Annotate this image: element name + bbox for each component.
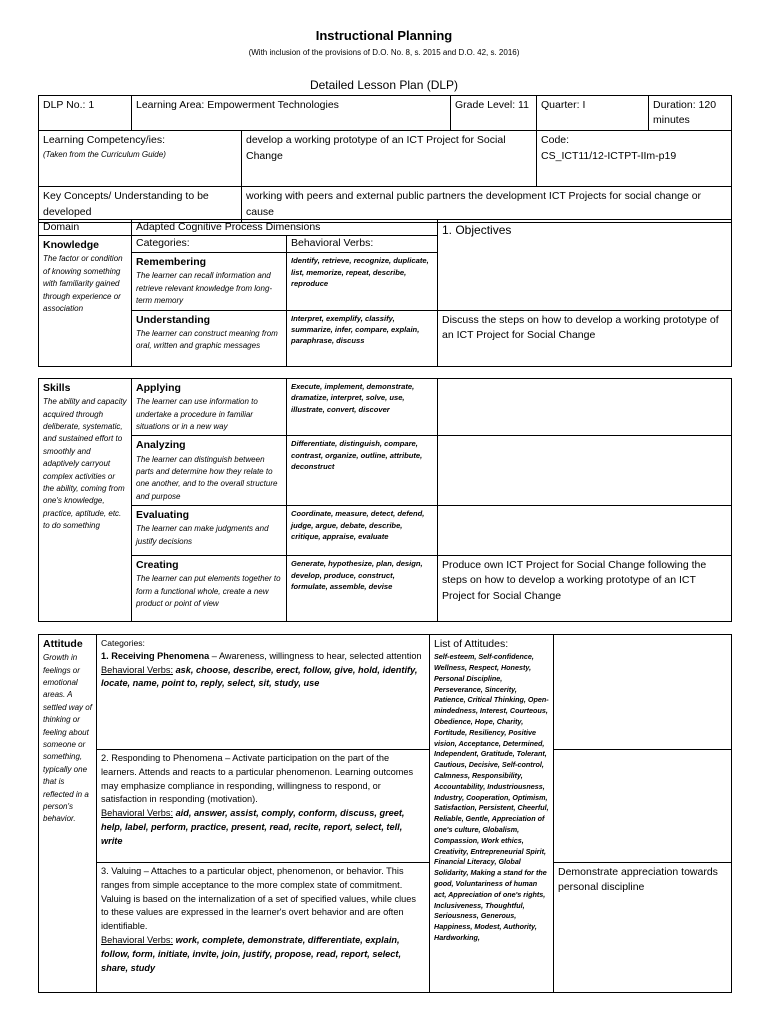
creating-objective: Produce own ICT Project for Social Change following the steps on how to develop a working prototype of an ICT Project for Social Change: [438, 556, 732, 622]
dlp-number: DLP No.: 1: [39, 96, 132, 131]
competency-text: develop a working prototype of an ICT Project for Social Change: [242, 131, 537, 187]
knowledge-desc: The factor or condition of knowing something with familiarity gained through experience or association: [43, 254, 123, 313]
attitude-list: Self-esteem, Self-confidence, Wellness, Respect, Honesty, Personal Discipline, Perseverance, Sincerity, Patience, Critical Thinking, Open-mindedness, Interest, Courteous, Obedience, Hope, Charity, Fortitude, Resiliency, Positive vision, Acceptance, Determined, Independent, Gratitude, Tolerant, Cautious, Decisive, Self-control, Calmness, Responsibility, Accountability, Industriousness, Industry, Cooperation, Optimism, Satisfaction, Persistent, Cheerful, Reliable, Gentle, Appreciation of one's culture, Globalism, Compassion, Work ethics, Creativity, Entrepreneurial Spirit, Financial Literacy, Global Solidarity, Making a stand for the good, Voluntariness of human act, Appreciation of one's rights, Inclusiveness, Thoughtful, Seriousness, Generous, Happiness, Modest, Authority, Hardworking,: [434, 652, 549, 942]
attitude-table: [38, 634, 732, 993]
analyzing-objective: [438, 436, 732, 506]
creating-desc: The learner can put elements together to form a functional whole, create a new product or point of view: [136, 574, 281, 609]
knowledge-cell: [39, 236, 132, 366]
plan-title: Detailed Lesson Plan (DLP): [309, 78, 459, 92]
receiving-objective: [554, 635, 732, 750]
code-cell: [537, 131, 732, 187]
skills-cell: [39, 379, 132, 622]
evaluating-desc: The learner can make judgments and justify decisions: [136, 524, 269, 546]
duration: Duration: 120 minutes: [649, 96, 732, 131]
key-concepts-text: working with peers and external public partners the development ICT Projects for social change or cause: [242, 187, 732, 222]
responding-cell: [97, 750, 430, 863]
evaluating-cell: [132, 506, 287, 556]
remembering-objective: [438, 253, 732, 310]
knowledge-title: Knowledge: [43, 239, 100, 252]
responding-verbs-label: Behavioral Verbs:: [101, 808, 174, 819]
understanding-objective: Discuss the steps on how to develop a working prototype of an ICT Project for Social Change: [438, 310, 732, 366]
quarter: Quarter: I: [537, 96, 649, 131]
attitude-title: Attitude: [43, 638, 83, 650]
grade-level: Grade Level: 11: [451, 96, 537, 131]
remembering-title: Remembering: [136, 256, 207, 269]
valuing-cell: [97, 863, 430, 993]
competency-note: (Taken from the Curriculum Guide): [43, 149, 166, 159]
skills-title: Skills: [43, 382, 71, 394]
receiving-cell: [97, 635, 430, 750]
domain-header: Domain: [39, 220, 132, 236]
valuing-title: 3. Valuing: [101, 866, 142, 876]
applying-verbs: Execute, implement, demonstrate, dramatize, interpret, solve, use, illustrate, convert, discover: [287, 379, 438, 436]
responding-title: 2. Responding to Phenomena: [101, 753, 223, 763]
skills-desc: The ability and capacity acquired through deliberate, systematic, and sustained effort to smoothly and adaptively carryout complex activities or the ability, coming from one's knowledge, practice, aptitude, etc. to do something: [43, 397, 127, 531]
understanding-cell: [132, 310, 287, 366]
attitude-list-title: List of Attitudes:: [434, 638, 509, 650]
analyzing-desc: The learner can distinguish between parts and determine how they relate to one another, and to the overall structure and purpose: [136, 454, 278, 501]
creating-verbs: Generate, hypothesize, plan, design, develop, produce, construct, formulate, assemble, devise: [287, 556, 438, 622]
attitude-desc: Growth in feelings or emotional areas. A settled way of thinking or feeling about someone or something, typically one that is reflected in a person's behavior.: [43, 653, 92, 824]
creating-title: Creating: [136, 559, 179, 572]
learning-area: Learning Area: Empowerment Technologies: [132, 96, 451, 131]
creating-cell: [132, 556, 287, 622]
attitude-cell: [39, 635, 97, 993]
evaluating-verbs: Coordinate, measure, detect, defend, judge, argue, debate, describe, critique, appraise, evaluate: [287, 506, 438, 556]
receiving-verbs-label: Behavioral Verbs:: [101, 664, 174, 675]
attitude-list-cell: [430, 635, 554, 993]
understanding-desc: The learner can construct meaning from oral, written and graphic messages: [136, 328, 278, 351]
adapted-header: Adapted Cognitive Process Dimensions: [132, 220, 438, 236]
competency-label-cell: [39, 131, 242, 187]
receiving-text: – Awareness, willingness to hear, selected attention: [209, 650, 422, 661]
code-value: CS_ICT11/12-ICTPT-IIm-p19: [541, 149, 677, 162]
document-title: Instructional Planning: [315, 28, 453, 43]
evaluating-objective: [438, 506, 732, 556]
categories-label: Categories:: [132, 236, 287, 253]
understanding-verbs: Interpret, exemplify, classify, summarize, infer, compare, explain, paraphrase, discuss: [287, 310, 438, 366]
understanding-title: Understanding: [136, 313, 211, 326]
verbs-label: Behavioral Verbs:: [287, 236, 438, 253]
analyzing-title: Analyzing: [136, 439, 186, 452]
objectives-header: 1. Objectives: [438, 220, 732, 253]
applying-desc: The learner can use information to undertake a procedure in familiar situations or in a new way: [136, 397, 258, 431]
analyzing-verbs: Differentiate, distinguish, compare, contrast, organize, outline, attribute, deconstruct: [287, 436, 438, 506]
evaluating-title: Evaluating: [136, 509, 190, 522]
receiving-verbs: ask, choose, describe, erect, follow, give, hold, identify, locate, name, point to, reply, select, sit, study, use: [101, 664, 418, 689]
remembering-cell: [132, 253, 287, 310]
code-label: Code:: [541, 134, 570, 147]
document-subtitle: (With inclusion of the provisions of D.O. No. 8, s. 2015 and D.O. 42, s. 2016): [248, 48, 520, 57]
responding-text: – Activate participation on the part of the learners. Attends and reacts to a particular phenomenon. Learning outcomes may emphasize compliance in responding, willingness to respond, or satisfaction in responding (motivation).: [101, 753, 414, 805]
analyzing-cell: [132, 436, 287, 506]
receiving-title: 1. Receiving Phenomena: [101, 650, 210, 661]
applying-objective: [438, 379, 732, 436]
responding-objective: [554, 750, 732, 863]
applying-title: Applying: [136, 382, 181, 394]
valuing-verbs: work, complete, demonstrate, differentiate, explain, follow, form, initiate, invite, join, justify, propose, read, report, select, share, study: [101, 934, 402, 973]
remembering-verbs: Identify, retrieve, recognize, duplicate, list, memorize, repeat, describe, reproduce: [287, 253, 438, 310]
attitude-categories-label: Categories:: [101, 638, 145, 648]
remembering-desc: The learner can recall information and retrieve relevant knowledge from long-term memory: [136, 271, 273, 306]
competency-label: Learning Competency/ies:: [43, 134, 165, 147]
responding-verbs: aid, answer, assist, comply, conform, discuss, greet, help, label, perform, practice, present, read, recite, report, select, tell, write: [101, 808, 405, 846]
key-concepts-label: Key Concepts/ Understanding to be developed: [39, 187, 242, 222]
valuing-text: – Attaches to a particular object, phenomenon, or behavior. This ranges from simple acceptance to the more complex state of commitment. Valuing is based on the internalization of a set of specified values, while clues to these values are expressed in the learner's overt behavior and are often identifiable.: [101, 866, 416, 932]
skills-table: [38, 378, 732, 622]
valuing-verbs-label: Behavioral Verbs:: [101, 934, 174, 945]
valuing-objective: Demonstrate appreciation towards personal discipline: [554, 863, 732, 993]
dlp-info-table: [38, 95, 732, 223]
applying-cell: [132, 379, 287, 436]
knowledge-table: [38, 219, 732, 367]
